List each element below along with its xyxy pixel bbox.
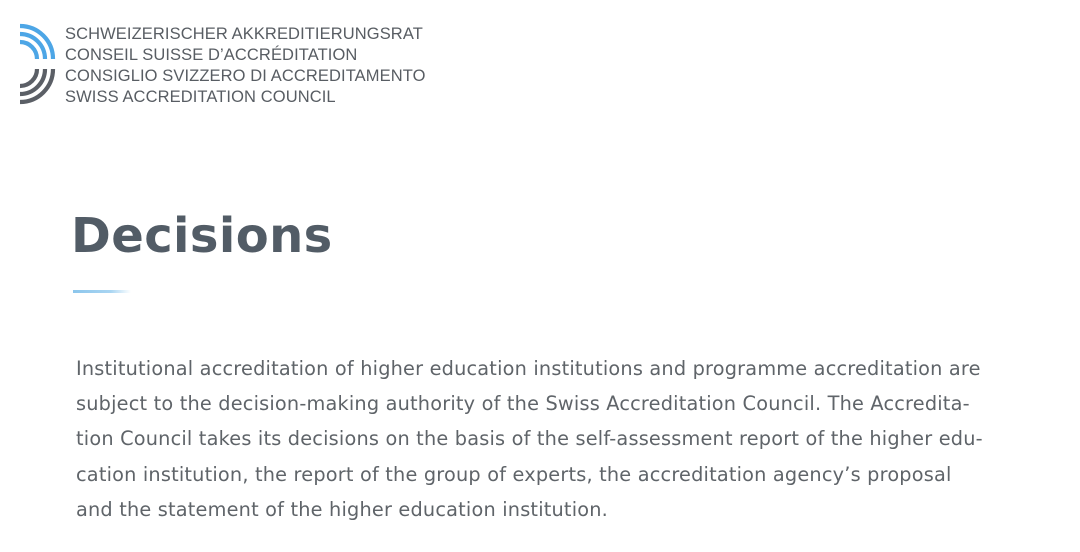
logo-wordmark	[65, 24, 426, 108]
site-logo[interactable]	[19, 22, 426, 108]
intro-line: tion Council takes its decisions on the basis of the self-assessment report of the higher edu-	[76, 427, 983, 451]
logo-line-english: SWISS ACCREDITATION COUNCIL	[65, 88, 336, 106]
logo-line-french: CONSEIL SUISSE D’ACCRÉDITATION	[65, 46, 358, 64]
intro-paragraph	[76, 351, 1036, 527]
intro-line: cation institution, the report of the group of experts, the accreditation agency’s proposal	[76, 462, 952, 486]
logo-line-german: SCHWEIZERISCHER AKKREDITIERUNGSRAT	[65, 25, 423, 43]
title-accent-divider	[73, 290, 131, 293]
page-title: Decisions	[71, 208, 333, 264]
intro-line: and the statement of the higher education institution.	[76, 497, 608, 521]
logo-line-italian: CONSIGLIO SVIZZERO DI ACCREDITAMENTO	[65, 67, 426, 85]
intro-line: subject to the decision-making authority of the Swiss Accreditation Council. The Accredita-	[76, 392, 970, 416]
accreditation-arcs-logo-icon	[19, 22, 59, 106]
intro-line: Institutional accreditation of higher education institutions and programme accreditation are	[76, 357, 981, 380]
